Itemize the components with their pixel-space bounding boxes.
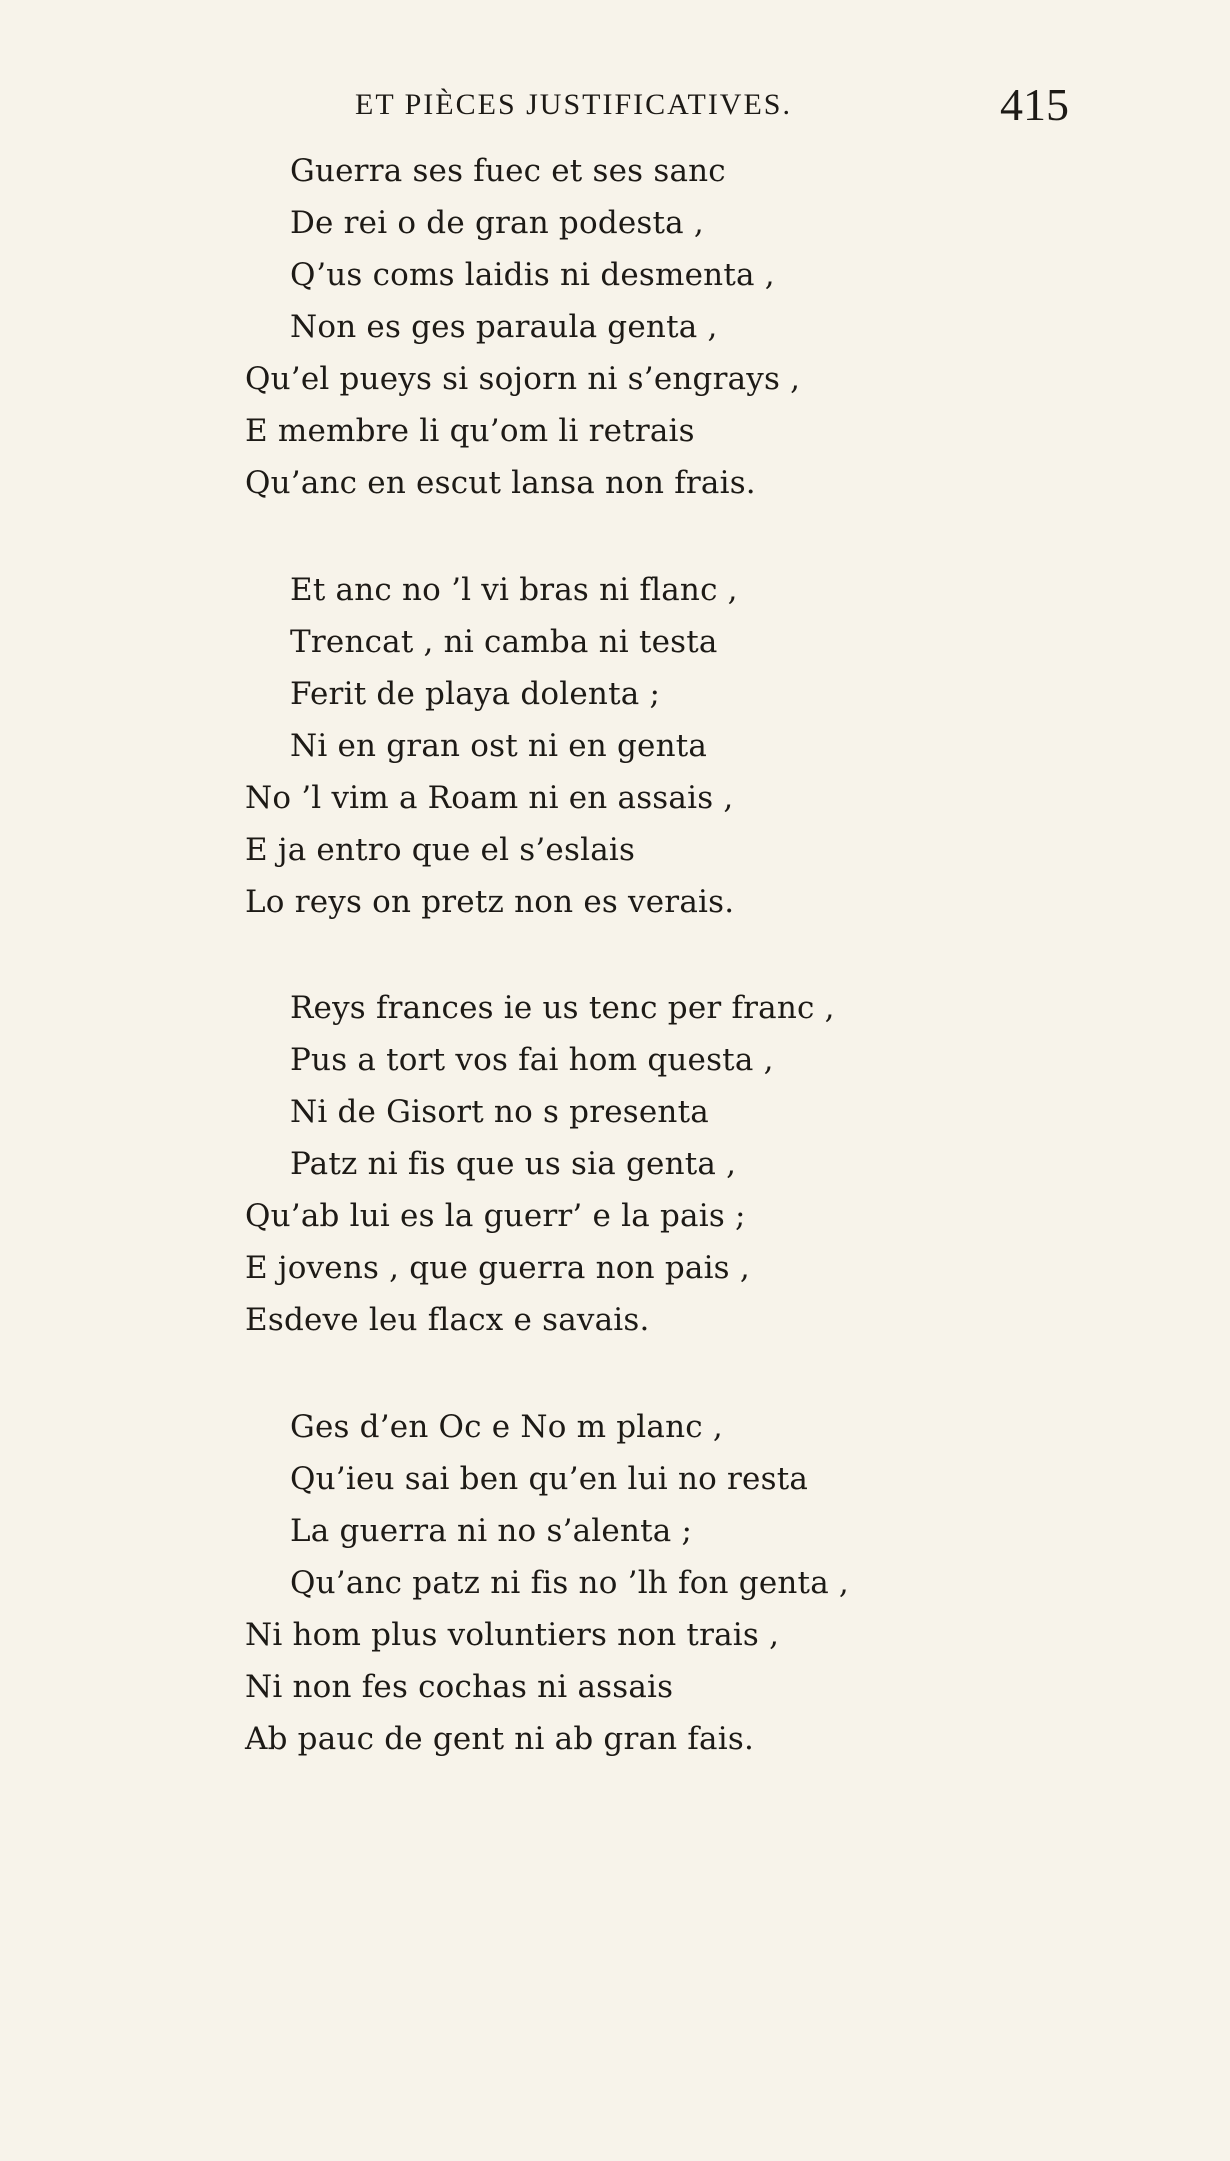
verse-line: Ni non fes cochas ni assais xyxy=(245,1669,674,1705)
verse-line: Et anc no ’l vi bras ni flanc , xyxy=(290,572,738,608)
verse-line: Ges d’en Oc e No m planc , xyxy=(290,1409,723,1445)
verse-line: E ja entro que el s’eslais xyxy=(245,832,636,868)
verse-line: Qu’ab lui es la guerr’ e la pais ; xyxy=(245,1198,746,1234)
verse-line: Guerra ses fuec et ses sanc xyxy=(290,153,726,189)
verse-line: E jovens , que guerra non pais , xyxy=(245,1250,750,1286)
verse-line: La guerra ni no s’alenta ; xyxy=(290,1513,693,1549)
verse-line: Lo reys on pretz non es verais. xyxy=(245,884,735,920)
running-title: ET PIÈCES JUSTIFICATIVES. xyxy=(355,88,792,121)
verse-line: Esdeve leu flacx e savais. xyxy=(245,1302,650,1338)
verse-line: Qu’el pueys si sojorn ni s’engrays , xyxy=(245,361,801,397)
verse-line: Non es ges paraula genta , xyxy=(290,309,718,345)
verse-line: Ni hom plus voluntiers non trais , xyxy=(245,1617,780,1653)
verse-line: Qu’anc en escut lansa non frais. xyxy=(245,465,756,501)
verse-line: Q’us coms laidis ni desmenta , xyxy=(290,257,775,293)
verse-line: Qu’anc patz ni fis no ’lh fon genta , xyxy=(290,1565,849,1601)
verse-line: Trencat , ni camba ni testa xyxy=(290,624,718,660)
verse-line: Patz ni fis que us sia genta , xyxy=(290,1146,737,1182)
verse-line: Reys frances ie us tenc per franc , xyxy=(290,990,835,1026)
verse-line: Ferit de playa dolenta ; xyxy=(290,676,661,712)
verse-line: De rei o de gran podesta , xyxy=(290,205,704,241)
verse-line: Qu’ieu sai ben qu’en lui no resta xyxy=(290,1461,809,1497)
verse-line: No ’l vim a Roam ni en assais , xyxy=(245,780,734,816)
verse-line: Pus a tort vos fai hom questa , xyxy=(290,1042,774,1078)
verse-line: E membre li qu’om li retrais xyxy=(245,413,695,449)
verse-line: Ab pauc de gent ni ab gran fais. xyxy=(245,1721,755,1757)
verse-line: Ni de Gisort no s presenta xyxy=(290,1094,709,1130)
page-number: 415 xyxy=(1000,79,1069,130)
verse-line: Ni en gran ost ni en genta xyxy=(290,728,708,764)
